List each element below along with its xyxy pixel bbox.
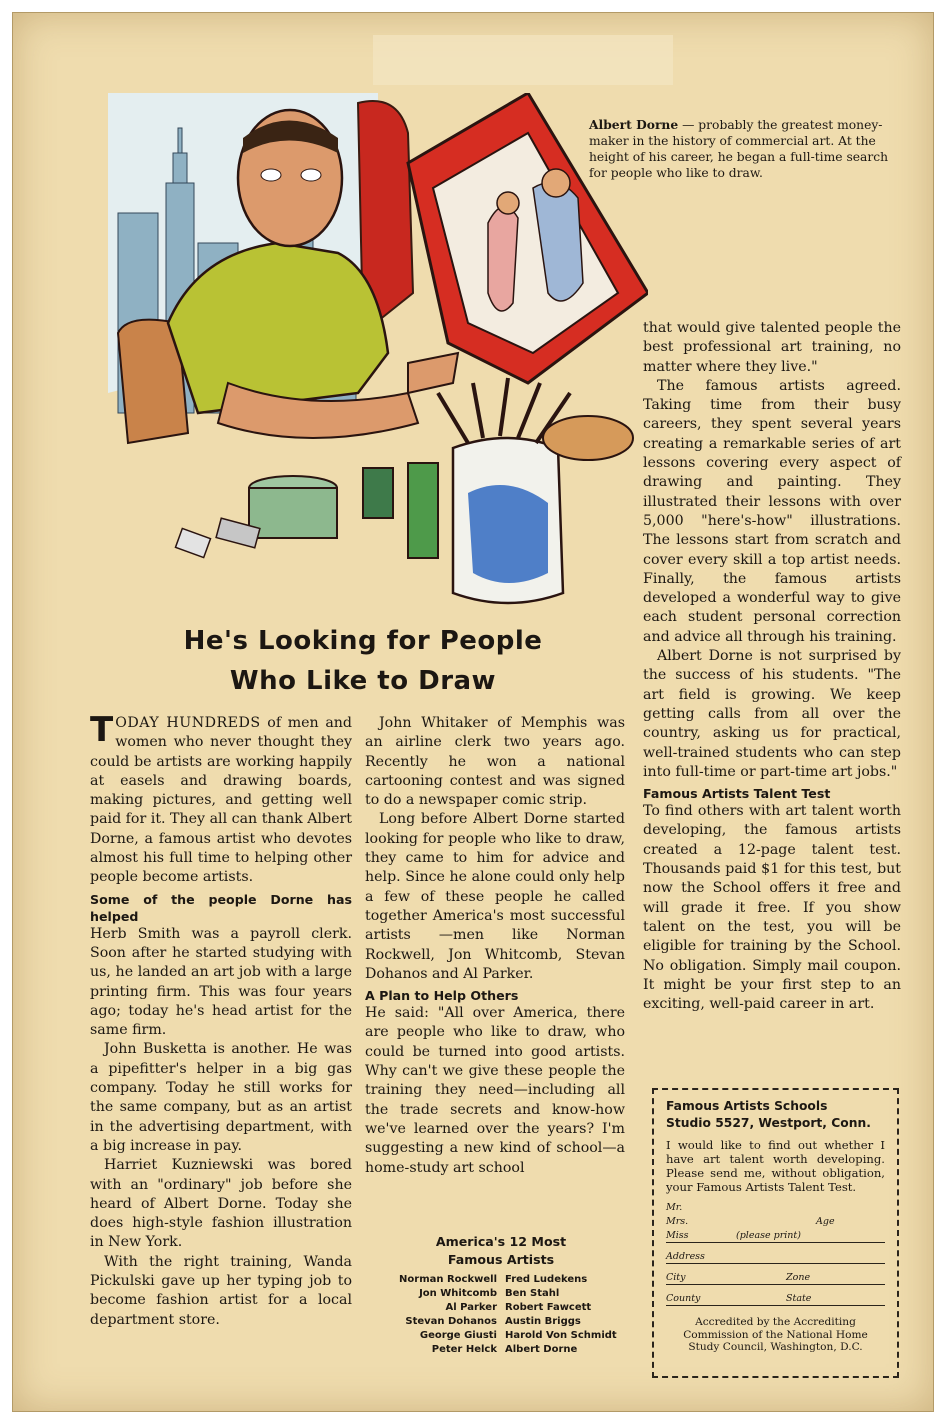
col3-paragraph-3: Albert Dorne is not surprised by the success of his students. "The art field is growing. We keep getting calls from all over the country, asking us for practical, well-trained students who can step into full-time or part-time art jobs." bbox=[643, 648, 901, 780]
artists-grid bbox=[375, 1273, 627, 1357]
famous-artists-list bbox=[375, 1233, 627, 1357]
artist-name: Jon Whitcomb bbox=[419, 1288, 497, 1299]
headline-line-1: He's Looking for People bbox=[183, 626, 543, 656]
name-field[interactable] bbox=[666, 1230, 885, 1243]
artist-name: Al Parker bbox=[445, 1302, 497, 1313]
artist-name: Norman Rockwell bbox=[399, 1274, 497, 1285]
artist-name: Stevan Dohanos bbox=[405, 1316, 497, 1327]
artist-name: Albert Dorne bbox=[505, 1344, 578, 1355]
col1-paragraph-4: Harriet Kuzniewski was bored with an "ordinary" job before she heard of Albert Dorne. Today she does high-style fashion illustration in New York. bbox=[90, 1157, 352, 1251]
artist-name: Austin Briggs bbox=[505, 1316, 581, 1327]
artist-name: Fred Ludekens bbox=[505, 1274, 588, 1285]
headline bbox=[103, 621, 623, 701]
col3-paragraph-4: To find others with art talent worth developing, the famous artists created a 12-page talent test. Thousands paid $1 for this test, but now the School offers it free and will grade it free. If you show talent on the test, you will be eligible for training by the School. No obligation. Simply mail coupon. It might be your first step to an exciting, well-paid career in art. bbox=[643, 803, 901, 1013]
please-print-label: (please print) bbox=[736, 1230, 801, 1241]
address-label: Address bbox=[666, 1251, 705, 1262]
zone-label: Zone bbox=[786, 1272, 811, 1283]
drop-cap: T bbox=[90, 710, 114, 750]
artists-title-1: America's 12 Most bbox=[435, 1234, 567, 1249]
paper-scuff bbox=[373, 35, 673, 85]
address-field[interactable] bbox=[666, 1245, 885, 1264]
mr-label: Mr. bbox=[666, 1202, 683, 1213]
col3-paragraph-2: The famous artists agreed. Taking time from their busy careers, they spent several years creating a remarkable series of art lessons covering every aspect of drawing and painting. They illustrated their lessons with over 5,000 "here's-how" illustrations. The lessons start from scratch and cover every skill a top artist needs. Finally, the famous artists developed a wonderful way to give each student personal correction and advice all through his training. bbox=[643, 377, 901, 645]
article-column-1 bbox=[90, 710, 352, 1330]
city-label: City bbox=[666, 1272, 686, 1283]
artists-title-2: Famous Artists bbox=[447, 1252, 555, 1267]
col1-paragraph-3: John Busketta is another. He was a pipefitter's helper in a big gas company. Today he still works for the same company, but as an artist in the advertising department, with a big increase in pay. bbox=[90, 1041, 352, 1154]
article-column-3 bbox=[643, 319, 901, 1014]
accreditation-note: Accredited by the Accrediting Commission of the National Home Study Council, Washington, D.C. bbox=[683, 1316, 868, 1353]
col1-subhead: Some of the people Dorne has helped bbox=[90, 891, 352, 924]
col2-paragraph-3: He said: "All over America, there are people who like to draw, who could be turned into good artists. Why can't we give these people the training they need—including all the trade secrets and know-how we've learned over the years? I'm suggesting a new kind of school—a home-study art school bbox=[365, 1005, 625, 1176]
county-label: County bbox=[666, 1293, 701, 1304]
artist-name: Ben Stahl bbox=[505, 1288, 560, 1299]
col3-subhead: Famous Artists Talent Test bbox=[643, 786, 831, 802]
headline-line-2: Who Like to Draw bbox=[229, 666, 497, 696]
albert-dorne-illustration bbox=[108, 93, 648, 613]
coupon-studio-address: Studio 5527, Westport, Conn. bbox=[666, 1116, 871, 1130]
caption-text: — probably the greatest money-maker in the history of commercial art. At the height of his career, he began a full-time search for people who like to draw. bbox=[589, 118, 889, 180]
name-field-mrs bbox=[666, 1216, 885, 1228]
coupon-request-text: I would like to find out whether I have art talent worth developing. Please send me, without obligation, your Famous Artists Talent Test. bbox=[666, 1138, 885, 1194]
artist-name: Peter Helck bbox=[431, 1344, 497, 1355]
illustration-caption bbox=[589, 117, 889, 181]
artist-name: Robert Fawcett bbox=[505, 1302, 592, 1313]
article-column-2 bbox=[365, 714, 625, 1178]
mrs-label: Mrs. bbox=[666, 1216, 689, 1227]
coupon-school-name: Famous Artists Schools bbox=[666, 1099, 828, 1113]
age-label: Age bbox=[816, 1216, 835, 1227]
col2-paragraph-2: Long before Albert Dorne started looking for people who like to draw, they came to him for advice and help. Since he alone could only help a few of these people he called together America's most successful artists —men like Norman Rockwell, Jon Whitcomb, Stevan Dohanos and Al Parker. bbox=[365, 811, 625, 982]
col2-subhead: A Plan to Help Others bbox=[365, 988, 519, 1004]
col1-paragraph-2: Herb Smith was a payroll clerk. Soon after he started studying with us, he landed an art job with a large printing firm. This was four years ago; today he's head artist for the same firm. bbox=[90, 925, 352, 1039]
name-field-prefix bbox=[666, 1200, 885, 1214]
col1-p1-text: of men and women who never thought they could be artists are working happily at easels and drawing boards, making pictures, and getting well paid for it. They all can thank Albert Dorne, a famous artist who devotes almost his full time to helping other people become artists. bbox=[90, 715, 352, 886]
col1-paragraph-1 bbox=[90, 710, 352, 888]
mail-coupon[interactable] bbox=[652, 1088, 899, 1378]
state-label: State bbox=[786, 1293, 812, 1304]
lead-in: ODAY HUNDREDS bbox=[115, 715, 261, 731]
miss-label: Miss bbox=[666, 1230, 689, 1241]
col1-paragraph-5: With the right training, Wanda Pickulski gave up her typing job to become fashion artist for a local department store. bbox=[90, 1253, 352, 1328]
artist-name: Harold Von Schmidt bbox=[505, 1330, 617, 1341]
comic-page bbox=[12, 12, 934, 1412]
county-state-field[interactable] bbox=[666, 1287, 885, 1306]
col2-paragraph-1: John Whitaker of Memphis was an airline clerk two years ago. Recently he won a national cartooning contest and was signed to do a newspaper comic strip. bbox=[365, 715, 625, 809]
city-zone-field[interactable] bbox=[666, 1266, 885, 1285]
col3-paragraph-1: that would give talented people the best professional art training, no matter where they live." bbox=[643, 320, 901, 375]
caption-name: Albert Dorne bbox=[589, 117, 679, 132]
artist-name: George Giusti bbox=[419, 1330, 497, 1341]
